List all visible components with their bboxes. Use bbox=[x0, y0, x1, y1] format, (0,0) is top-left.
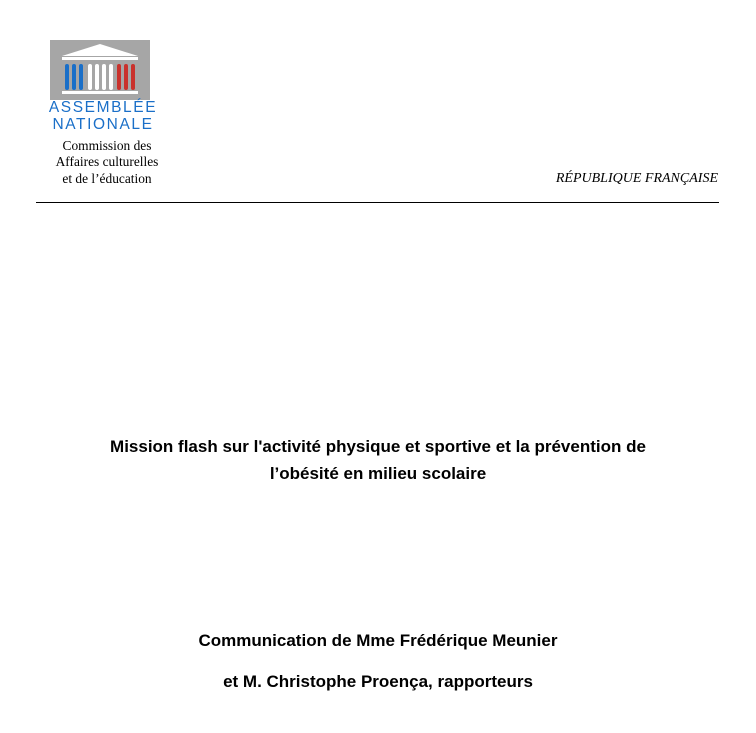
document-title-line-2: l’obésité en milieu scolaire bbox=[269, 464, 487, 483]
commission-line-2: Affaires culturelles bbox=[55, 154, 159, 170]
republique-francaise-label: RÉPUBLIQUE FRANÇAISE bbox=[555, 171, 718, 186]
communication-line-1: Communication de Mme Frédérique Meunier bbox=[198, 631, 558, 650]
commission-line-3: et de l’éducation bbox=[62, 170, 152, 186]
communication-block bbox=[60, 630, 696, 693]
header-divider bbox=[36, 202, 719, 203]
assemblee-nationale-logo-icon bbox=[50, 40, 150, 100]
logo-wordmark bbox=[48, 99, 158, 133]
document-title-line-1: Mission flash sur l'activité physique et sportive et la prévention de bbox=[110, 437, 646, 456]
commission-name bbox=[44, 138, 170, 187]
commission-line-1: Commission des bbox=[62, 138, 152, 153]
document-header bbox=[0, 0, 756, 205]
logo-line-nationale: NATIONALE bbox=[52, 116, 154, 133]
logo-line-assemblee: ASSEMBLÉE bbox=[48, 99, 158, 116]
communication-line-2: et M. Christophe Proença, rapporteurs bbox=[223, 672, 533, 691]
document-title bbox=[60, 433, 696, 487]
